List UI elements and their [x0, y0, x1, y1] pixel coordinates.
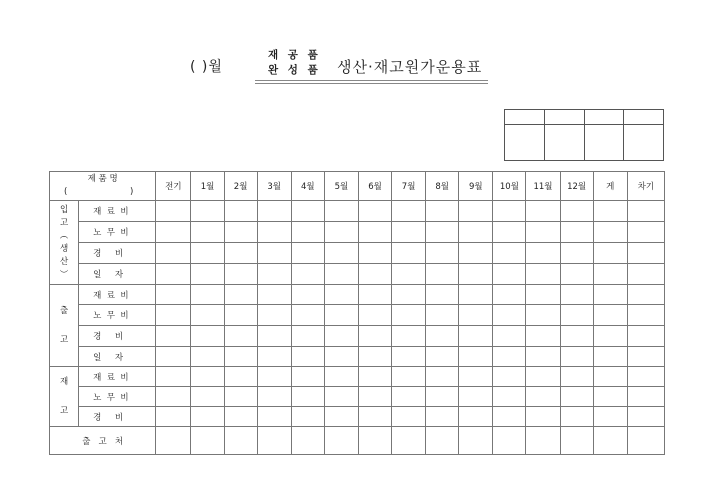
- value-cell[interactable]: [358, 347, 391, 367]
- column-header: 4월: [291, 172, 324, 201]
- value-cell[interactable]: [627, 407, 664, 427]
- value-cell[interactable]: [156, 264, 191, 285]
- value-cell[interactable]: [560, 305, 593, 326]
- value-cell[interactable]: [291, 326, 324, 347]
- value-cell[interactable]: [593, 243, 627, 264]
- approval-cell[interactable]: [584, 110, 624, 125]
- value-cell[interactable]: [291, 264, 324, 285]
- value-cell[interactable]: [593, 201, 627, 222]
- cost-item-label: [79, 285, 156, 305]
- value-cell[interactable]: [493, 222, 526, 243]
- approval-sign-cell[interactable]: [624, 125, 664, 161]
- value-cell[interactable]: [526, 222, 560, 243]
- value-cell[interactable]: [156, 387, 191, 407]
- value-cell[interactable]: [560, 222, 593, 243]
- value-cell[interactable]: [426, 243, 459, 264]
- value-cell[interactable]: [560, 427, 593, 455]
- table-row: [50, 305, 665, 326]
- value-cell[interactable]: [593, 222, 627, 243]
- value-cell[interactable]: [560, 387, 593, 407]
- value-cell[interactable]: [560, 326, 593, 347]
- value-cell[interactable]: [426, 222, 459, 243]
- value-cell[interactable]: [459, 387, 493, 407]
- value-cell[interactable]: [156, 407, 191, 427]
- value-cell[interactable]: [593, 347, 627, 367]
- month-label: ( )월: [190, 59, 223, 75]
- group-label-char: 고: [59, 334, 69, 345]
- column-header: 5월: [324, 172, 358, 201]
- column-header: 차기: [627, 172, 664, 201]
- table-row: [50, 201, 665, 222]
- value-cell[interactable]: [224, 367, 257, 387]
- value-cell[interactable]: [257, 305, 291, 326]
- value-cell[interactable]: [224, 222, 257, 243]
- column-header: 12월: [560, 172, 593, 201]
- value-cell[interactable]: [526, 387, 560, 407]
- value-cell[interactable]: [358, 243, 391, 264]
- value-cell[interactable]: [156, 326, 191, 347]
- value-cell[interactable]: [593, 407, 627, 427]
- value-cell[interactable]: [392, 367, 426, 387]
- cost-item-text: 일 자: [93, 352, 124, 363]
- value-cell[interactable]: [627, 305, 664, 326]
- cost-item-label: [79, 407, 156, 427]
- value-cell[interactable]: [191, 305, 224, 326]
- value-cell[interactable]: [627, 264, 664, 285]
- value-cell[interactable]: [426, 326, 459, 347]
- cost-item-label: [79, 243, 156, 264]
- value-cell[interactable]: [191, 367, 224, 387]
- value-cell[interactable]: [324, 387, 358, 407]
- approval-box: [504, 109, 664, 161]
- value-cell[interactable]: [493, 347, 526, 367]
- approval-cell[interactable]: [624, 110, 664, 125]
- cost-item-label: [79, 326, 156, 347]
- group-label: [50, 285, 79, 367]
- value-cell[interactable]: [358, 305, 391, 326]
- value-cell[interactable]: [459, 407, 493, 427]
- value-cell[interactable]: [627, 326, 664, 347]
- cost-item-text: 재 료 비: [93, 290, 129, 301]
- value-cell[interactable]: [493, 285, 526, 305]
- value-cell[interactable]: [627, 367, 664, 387]
- item-type-stack: [268, 48, 321, 78]
- value-cell[interactable]: [257, 407, 291, 427]
- value-cell[interactable]: [392, 285, 426, 305]
- page-title: 생산·재고원가운용표: [337, 58, 483, 76]
- ship-destination-label: 출 고 처: [50, 427, 156, 455]
- value-cell[interactable]: [224, 305, 257, 326]
- value-cell[interactable]: [392, 222, 426, 243]
- column-header: 7월: [392, 172, 426, 201]
- value-cell[interactable]: [358, 222, 391, 243]
- value-cell[interactable]: [156, 347, 191, 367]
- value-cell[interactable]: [459, 201, 493, 222]
- table-row: [50, 367, 665, 387]
- column-header: 2월: [224, 172, 257, 201]
- value-cell[interactable]: [324, 347, 358, 367]
- value-cell[interactable]: [459, 285, 493, 305]
- header-row: [50, 172, 665, 201]
- value-cell[interactable]: [224, 326, 257, 347]
- value-cell[interactable]: [257, 387, 291, 407]
- value-cell[interactable]: [560, 285, 593, 305]
- value-cell[interactable]: [526, 285, 560, 305]
- value-cell[interactable]: [426, 387, 459, 407]
- value-cell[interactable]: [493, 243, 526, 264]
- cost-item-label: [79, 367, 156, 387]
- value-cell[interactable]: [459, 367, 493, 387]
- item-type-finished: 완 성 품: [268, 64, 321, 76]
- value-cell[interactable]: [459, 243, 493, 264]
- value-cell[interactable]: [291, 305, 324, 326]
- value-cell[interactable]: [560, 264, 593, 285]
- value-cell[interactable]: [560, 407, 593, 427]
- table-row: [50, 285, 665, 305]
- value-cell[interactable]: [156, 305, 191, 326]
- value-cell[interactable]: [324, 264, 358, 285]
- value-cell[interactable]: [426, 347, 459, 367]
- value-cell[interactable]: [426, 367, 459, 387]
- value-cell[interactable]: [392, 326, 426, 347]
- value-cell[interactable]: [627, 201, 664, 222]
- value-cell[interactable]: [493, 367, 526, 387]
- value-cell[interactable]: [291, 367, 324, 387]
- value-cell[interactable]: [426, 201, 459, 222]
- group-label-char: 생: [59, 243, 69, 254]
- group-label-char: 고: [59, 405, 69, 416]
- value-cell[interactable]: [358, 407, 391, 427]
- cost-item-text: 노 무 비: [93, 311, 129, 321]
- value-cell[interactable]: [627, 427, 664, 455]
- value-cell[interactable]: [593, 367, 627, 387]
- value-cell[interactable]: [459, 305, 493, 326]
- value-cell[interactable]: [426, 407, 459, 427]
- value-cell[interactable]: [191, 387, 224, 407]
- value-cell[interactable]: [593, 387, 627, 407]
- value-cell[interactable]: [459, 347, 493, 367]
- value-cell[interactable]: [526, 407, 560, 427]
- value-cell[interactable]: [191, 285, 224, 305]
- value-cell[interactable]: [493, 427, 526, 455]
- approval-cell[interactable]: [544, 110, 584, 125]
- value-cell[interactable]: [392, 387, 426, 407]
- column-header: 11월: [526, 172, 560, 201]
- column-header: 8월: [426, 172, 459, 201]
- value-cell[interactable]: [459, 222, 493, 243]
- value-cell[interactable]: [156, 201, 191, 222]
- title-underline: [255, 80, 488, 81]
- value-cell[interactable]: [291, 387, 324, 407]
- value-cell[interactable]: [324, 427, 358, 455]
- cost-item-label: [79, 201, 156, 222]
- value-cell[interactable]: [593, 326, 627, 347]
- value-cell[interactable]: [526, 305, 560, 326]
- value-cell[interactable]: [224, 347, 257, 367]
- paren-close: ): [130, 187, 134, 197]
- cost-ledger-table: [49, 171, 665, 455]
- cost-item-label: [79, 264, 156, 285]
- product-name-label: 제 품 명: [87, 174, 118, 184]
- value-cell[interactable]: [526, 427, 560, 455]
- cost-item-text: 일 자: [93, 270, 124, 280]
- product-name-header: [50, 172, 156, 201]
- table-row: [50, 326, 665, 347]
- value-cell[interactable]: [156, 222, 191, 243]
- paren-open: (: [64, 187, 68, 197]
- value-cell[interactable]: [560, 347, 593, 367]
- cost-item-text: 노 무 비: [93, 228, 129, 238]
- value-cell[interactable]: [426, 264, 459, 285]
- value-cell[interactable]: [224, 407, 257, 427]
- value-cell[interactable]: [392, 427, 426, 455]
- value-cell[interactable]: [291, 201, 324, 222]
- value-cell[interactable]: [392, 264, 426, 285]
- value-cell[interactable]: [593, 285, 627, 305]
- approval-sign-cell[interactable]: [505, 125, 545, 161]
- approval-cell[interactable]: [505, 110, 545, 125]
- value-cell[interactable]: [291, 285, 324, 305]
- value-cell[interactable]: [358, 367, 391, 387]
- value-cell[interactable]: [358, 387, 391, 407]
- value-cell[interactable]: [392, 305, 426, 326]
- value-cell[interactable]: [324, 326, 358, 347]
- value-cell[interactable]: [358, 264, 391, 285]
- cost-item-label: [79, 347, 156, 367]
- table-row: [50, 407, 665, 427]
- value-cell[interactable]: [459, 326, 493, 347]
- value-cell[interactable]: [392, 201, 426, 222]
- cost-item-label: [79, 387, 156, 407]
- value-cell[interactable]: [526, 367, 560, 387]
- value-cell[interactable]: [627, 285, 664, 305]
- cost-item-text: 경 비: [93, 249, 124, 259]
- value-cell[interactable]: [224, 243, 257, 264]
- item-type-wip: 재 공 품: [268, 49, 321, 61]
- column-header: 전기: [156, 172, 191, 201]
- value-cell[interactable]: [224, 387, 257, 407]
- value-cell[interactable]: [324, 222, 358, 243]
- value-cell[interactable]: [526, 326, 560, 347]
- value-cell[interactable]: [526, 201, 560, 222]
- column-header: 6월: [358, 172, 391, 201]
- value-cell[interactable]: [191, 407, 224, 427]
- value-cell[interactable]: [593, 305, 627, 326]
- value-cell[interactable]: [257, 285, 291, 305]
- value-cell[interactable]: [358, 326, 391, 347]
- cost-item-text: 경 비: [93, 332, 124, 342]
- value-cell[interactable]: [426, 305, 459, 326]
- value-cell[interactable]: [257, 326, 291, 347]
- value-cell[interactable]: [358, 201, 391, 222]
- value-cell[interactable]: [358, 285, 391, 305]
- value-cell[interactable]: [191, 264, 224, 285]
- value-cell[interactable]: [560, 201, 593, 222]
- value-cell[interactable]: [291, 222, 324, 243]
- value-cell[interactable]: [191, 427, 224, 455]
- value-cell[interactable]: [257, 222, 291, 243]
- cost-item-label: [79, 222, 156, 243]
- cost-item-text: 재 료 비: [93, 372, 129, 383]
- value-cell[interactable]: [426, 285, 459, 305]
- value-cell[interactable]: [191, 347, 224, 367]
- value-cell[interactable]: [191, 222, 224, 243]
- table-row: [50, 222, 665, 243]
- value-cell[interactable]: [257, 427, 291, 455]
- value-cell[interactable]: [392, 407, 426, 427]
- value-cell[interactable]: [291, 243, 324, 264]
- column-header: 1월: [191, 172, 224, 201]
- group-label: [50, 367, 79, 427]
- table-row: [50, 387, 665, 407]
- value-cell[interactable]: [627, 222, 664, 243]
- group-label-char: ︶: [59, 269, 69, 280]
- table-row: [50, 347, 665, 367]
- value-cell[interactable]: [392, 243, 426, 264]
- value-cell[interactable]: [257, 243, 291, 264]
- table-row: [50, 264, 665, 285]
- value-cell[interactable]: [493, 264, 526, 285]
- value-cell[interactable]: [291, 427, 324, 455]
- group-label-char: 출: [59, 305, 69, 316]
- value-cell[interactable]: [191, 326, 224, 347]
- value-cell[interactable]: [560, 243, 593, 264]
- cost-item-text: 노 무 비: [93, 392, 129, 403]
- approval-sign-cell[interactable]: [584, 125, 624, 161]
- value-cell[interactable]: [191, 201, 224, 222]
- value-cell[interactable]: [459, 264, 493, 285]
- value-cell[interactable]: [526, 243, 560, 264]
- value-cell[interactable]: [627, 387, 664, 407]
- column-header: 9월: [459, 172, 493, 201]
- column-header: 게: [593, 172, 627, 201]
- group-label-char: 입: [59, 204, 69, 215]
- value-cell[interactable]: [493, 407, 526, 427]
- approval-sign-cell[interactable]: [544, 125, 584, 161]
- value-cell[interactable]: [593, 264, 627, 285]
- cost-item-text: 재 료 비: [93, 207, 129, 217]
- column-header: 10월: [493, 172, 526, 201]
- value-cell[interactable]: [627, 243, 664, 264]
- value-cell[interactable]: [224, 285, 257, 305]
- value-cell[interactable]: [324, 305, 358, 326]
- value-cell[interactable]: [257, 264, 291, 285]
- value-cell[interactable]: [392, 347, 426, 367]
- table-row: [50, 243, 665, 264]
- value-cell[interactable]: [493, 201, 526, 222]
- value-cell[interactable]: [493, 326, 526, 347]
- value-cell[interactable]: [257, 347, 291, 367]
- column-header: 3월: [257, 172, 291, 201]
- value-cell[interactable]: [291, 407, 324, 427]
- value-cell[interactable]: [627, 347, 664, 367]
- value-cell[interactable]: [156, 427, 191, 455]
- value-cell[interactable]: [493, 387, 526, 407]
- value-cell[interactable]: [257, 201, 291, 222]
- value-cell[interactable]: [324, 367, 358, 387]
- group-label-char: 산: [59, 256, 69, 267]
- value-cell[interactable]: [191, 243, 224, 264]
- value-cell[interactable]: [156, 285, 191, 305]
- cost-item-label: [79, 305, 156, 326]
- footer-row: [50, 427, 665, 455]
- value-cell[interactable]: [593, 427, 627, 455]
- group-label-char: 재: [59, 376, 69, 387]
- value-cell[interactable]: [324, 285, 358, 305]
- value-cell[interactable]: [324, 243, 358, 264]
- value-cell[interactable]: [291, 347, 324, 367]
- value-cell[interactable]: [156, 243, 191, 264]
- value-cell[interactable]: [257, 367, 291, 387]
- value-cell[interactable]: [224, 427, 257, 455]
- value-cell[interactable]: [526, 264, 560, 285]
- group-label: [50, 201, 79, 285]
- cost-item-text: 경 비: [93, 412, 124, 423]
- value-cell[interactable]: [156, 367, 191, 387]
- title-underline-double: [255, 83, 488, 84]
- value-cell[interactable]: [358, 427, 391, 455]
- value-cell[interactable]: [426, 427, 459, 455]
- value-cell[interactable]: [224, 201, 257, 222]
- value-cell[interactable]: [224, 264, 257, 285]
- value-cell[interactable]: [324, 407, 358, 427]
- value-cell[interactable]: [493, 305, 526, 326]
- value-cell[interactable]: [560, 367, 593, 387]
- group-label-char: 고: [59, 217, 69, 228]
- value-cell[interactable]: [324, 201, 358, 222]
- value-cell[interactable]: [526, 347, 560, 367]
- group-label-char: ︵: [59, 230, 69, 241]
- value-cell[interactable]: [459, 427, 493, 455]
